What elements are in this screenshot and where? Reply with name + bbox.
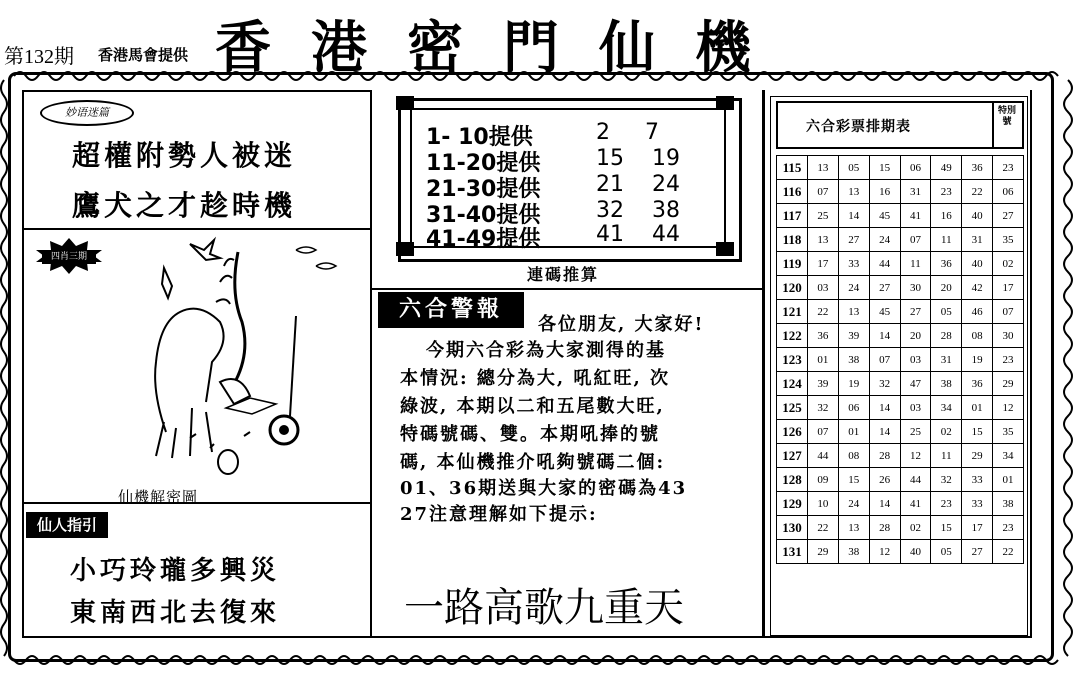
number-cell: 15 <box>962 420 993 444</box>
number-cell: 22 <box>962 180 993 204</box>
special-number-tag: 特別號 <box>997 106 1016 127</box>
issue-number: 第132期 <box>4 46 74 68</box>
number-cell: 47 <box>900 372 931 396</box>
special-number-cell: 23 <box>993 516 1024 540</box>
body-line: 27注意理解如下提示: <box>400 504 598 525</box>
table-row <box>777 492 1024 516</box>
number-cell: 27 <box>962 540 993 564</box>
motto: 一路高歌九重天 <box>404 585 684 631</box>
period-cell: 118 <box>777 228 808 252</box>
badge-text: 四肖三期 <box>42 250 96 264</box>
left-inner-border <box>22 90 24 638</box>
number-cell: 29 <box>962 444 993 468</box>
number-cell: 17 <box>962 516 993 540</box>
special-number-cell: 17 <box>993 276 1024 300</box>
number-cell: 29 <box>808 540 839 564</box>
number-cell: 09 <box>808 468 839 492</box>
number-cell: 11 <box>931 228 962 252</box>
period-cell: 131 <box>777 540 808 564</box>
number-cell: 23 <box>931 180 962 204</box>
number-cell: 33 <box>962 468 993 492</box>
special-number-cell: 23 <box>993 348 1024 372</box>
number-cell: 46 <box>962 300 993 324</box>
number-cell: 24 <box>838 276 869 300</box>
number-cell: 38 <box>931 372 962 396</box>
table-row <box>777 228 1024 252</box>
number-cell: 22 <box>808 516 839 540</box>
number-cell: 24 <box>869 228 900 252</box>
number-cell: 28 <box>869 516 900 540</box>
table-row <box>777 468 1024 492</box>
number-cell: 32 <box>931 468 962 492</box>
number-cell: 14 <box>869 324 900 348</box>
number-cell: 13 <box>808 228 839 252</box>
special-number-cell: 01 <box>993 468 1024 492</box>
immortal-guide-label: 仙人指引 <box>26 512 108 538</box>
number-cell: 14 <box>869 492 900 516</box>
number-cell: 41 <box>900 492 931 516</box>
number-cell: 12 <box>869 540 900 564</box>
number-cell: 15 <box>838 468 869 492</box>
number-cell: 42 <box>962 276 993 300</box>
number-cell: 14 <box>838 204 869 228</box>
poem-line-1: 超權附勢人被迷 <box>72 139 297 172</box>
number-cell: 14 <box>869 420 900 444</box>
number-cell: 31 <box>900 180 931 204</box>
immortal-line-1: 小巧玲瓏多興災 <box>70 556 281 586</box>
range-label: 41-49提供 <box>426 227 541 252</box>
table-row <box>777 348 1024 372</box>
number-cell: 27 <box>869 276 900 300</box>
calc-label: 連碼推算 <box>527 265 600 284</box>
draw-history-table <box>776 155 1024 564</box>
special-number-cell: 22 <box>993 540 1024 564</box>
body-line: 特碼號碼、雙。本期吼捧的號 <box>400 424 660 445</box>
range-numbers: 32 38 <box>596 198 680 223</box>
body-line: 碼, 本仙機推介吼夠號碼二個: <box>400 452 666 473</box>
period-cell: 121 <box>777 300 808 324</box>
number-cell: 08 <box>838 444 869 468</box>
range-label: 11-20提供 <box>426 151 541 176</box>
period-cell: 126 <box>777 420 808 444</box>
number-cell: 26 <box>869 468 900 492</box>
immortal-line-2: 東南西北去復來 <box>70 598 281 628</box>
body-line: 今期六合彩為大家測得的基 <box>426 340 666 361</box>
number-cell: 15 <box>869 156 900 180</box>
number-cell: 39 <box>838 324 869 348</box>
number-cell: 11 <box>931 444 962 468</box>
table-row <box>777 396 1024 420</box>
special-number-cell: 29 <box>993 372 1024 396</box>
range-row <box>426 222 680 253</box>
special-number-cell: 02 <box>993 252 1024 276</box>
period-cell: 125 <box>777 396 808 420</box>
number-cell: 19 <box>962 348 993 372</box>
number-cell: 17 <box>808 252 839 276</box>
number-cell: 31 <box>962 228 993 252</box>
period-cell: 117 <box>777 204 808 228</box>
number-cell: 02 <box>900 516 931 540</box>
table-row <box>777 420 1024 444</box>
table-row <box>777 180 1024 204</box>
number-cell: 38 <box>838 348 869 372</box>
number-cell: 28 <box>931 324 962 348</box>
number-cell: 40 <box>900 540 931 564</box>
number-cell: 05 <box>838 156 869 180</box>
number-cell: 33 <box>962 492 993 516</box>
number-cell: 02 <box>931 420 962 444</box>
number-cell: 15 <box>931 516 962 540</box>
table-row <box>777 156 1024 180</box>
number-cell: 33 <box>838 252 869 276</box>
poem-line-2: 鷹犬之才趁時機 <box>72 189 297 222</box>
warning-label: 六合警報 <box>378 292 524 328</box>
column-divider <box>762 90 765 638</box>
number-cell: 06 <box>900 156 931 180</box>
right-inner-border <box>1030 90 1032 638</box>
table-row <box>777 444 1024 468</box>
number-cell: 10 <box>808 492 839 516</box>
number-cell: 14 <box>869 396 900 420</box>
number-cell: 03 <box>900 348 931 372</box>
period-cell: 115 <box>777 156 808 180</box>
number-cell: 31 <box>931 348 962 372</box>
image-caption: 仙機解密圖 <box>118 488 199 506</box>
bottom-inner-border <box>22 636 1032 638</box>
number-cell: 03 <box>808 276 839 300</box>
number-cell: 20 <box>900 324 931 348</box>
special-number-cell: 35 <box>993 228 1024 252</box>
number-cell: 32 <box>808 396 839 420</box>
number-cell: 23 <box>931 492 962 516</box>
table-row <box>777 252 1024 276</box>
table-row <box>777 540 1024 564</box>
number-cell: 05 <box>931 540 962 564</box>
number-cell: 25 <box>808 204 839 228</box>
special-number-cell: 35 <box>993 420 1024 444</box>
number-cell: 12 <box>900 444 931 468</box>
period-cell: 128 <box>777 468 808 492</box>
number-cell: 36 <box>931 252 962 276</box>
page-title: 香港密門仙機 <box>215 16 791 81</box>
provider-label: 香港馬會提供 <box>98 46 189 64</box>
range-numbers: 21 24 <box>596 172 680 197</box>
table-row <box>777 300 1024 324</box>
number-cell: 07 <box>869 348 900 372</box>
corner-ornament-icon <box>716 96 734 110</box>
number-cell: 19 <box>838 372 869 396</box>
period-cell: 119 <box>777 252 808 276</box>
number-cell: 49 <box>931 156 962 180</box>
section-divider <box>372 288 762 290</box>
number-cell: 45 <box>869 300 900 324</box>
number-cell: 01 <box>808 348 839 372</box>
number-cell: 25 <box>900 420 931 444</box>
number-cell: 22 <box>808 300 839 324</box>
section-divider <box>22 228 372 230</box>
range-numbers: 2 7 <box>596 120 659 145</box>
range-numbers: 41 44 <box>596 222 680 247</box>
number-cell: 07 <box>900 228 931 252</box>
number-cell: 40 <box>962 252 993 276</box>
number-cell: 07 <box>808 420 839 444</box>
period-cell: 120 <box>777 276 808 300</box>
number-cell: 36 <box>962 372 993 396</box>
table-title: 六合彩票排期表 <box>806 119 911 135</box>
number-cell: 24 <box>838 492 869 516</box>
number-cell: 13 <box>838 300 869 324</box>
range-numbers: 15 19 <box>596 146 680 171</box>
number-cell: 11 <box>900 252 931 276</box>
column-divider <box>370 90 372 638</box>
number-cell: 16 <box>869 180 900 204</box>
special-number-cell: 12 <box>993 396 1024 420</box>
number-cell: 20 <box>931 276 962 300</box>
number-cell: 39 <box>808 372 839 396</box>
period-cell: 124 <box>777 372 808 396</box>
special-number-cell: 30 <box>993 324 1024 348</box>
body-line: 01、36期送與大家的密碼為43 <box>400 478 688 499</box>
number-cell: 01 <box>962 396 993 420</box>
special-number-cell: 38 <box>993 492 1024 516</box>
number-cell: 05 <box>931 300 962 324</box>
top-inner-border <box>22 90 372 92</box>
number-cell: 13 <box>838 516 869 540</box>
poem-tag: 妙语迷篇 <box>40 100 134 126</box>
special-number-cell: 07 <box>993 300 1024 324</box>
body-line: 本情況: 總分為大, 吼紅旺, 次 <box>400 368 670 389</box>
number-cell: 41 <box>900 204 931 228</box>
number-cell: 06 <box>838 396 869 420</box>
number-cell: 44 <box>900 468 931 492</box>
number-cell: 44 <box>869 252 900 276</box>
number-cell: 32 <box>869 372 900 396</box>
number-cell: 01 <box>838 420 869 444</box>
special-number-cell: 34 <box>993 444 1024 468</box>
range-label: 1- 10提供 <box>426 125 533 150</box>
number-cell: 27 <box>900 300 931 324</box>
period-cell: 123 <box>777 348 808 372</box>
number-cell: 16 <box>931 204 962 228</box>
period-cell: 122 <box>777 324 808 348</box>
corner-ornament-icon <box>396 96 414 110</box>
number-cell: 27 <box>838 228 869 252</box>
table-row <box>777 516 1024 540</box>
table-row <box>777 372 1024 396</box>
range-label: 21-30提供 <box>426 177 541 202</box>
number-cell: 13 <box>808 156 839 180</box>
number-cell: 36 <box>962 156 993 180</box>
riddle-illustration <box>120 232 360 482</box>
number-cell: 45 <box>869 204 900 228</box>
number-cell: 30 <box>900 276 931 300</box>
table-row <box>777 276 1024 300</box>
number-cell: 34 <box>931 396 962 420</box>
number-cell: 07 <box>808 180 839 204</box>
corner-ornament-icon <box>396 242 414 256</box>
number-cell: 13 <box>838 180 869 204</box>
table-row <box>777 324 1024 348</box>
number-cell: 03 <box>900 396 931 420</box>
number-cell: 38 <box>838 540 869 564</box>
period-cell: 129 <box>777 492 808 516</box>
number-cell: 36 <box>808 324 839 348</box>
range-label: 31-40提供 <box>426 203 541 228</box>
special-number-cell: 06 <box>993 180 1024 204</box>
period-cell: 127 <box>777 444 808 468</box>
number-cell: 08 <box>962 324 993 348</box>
special-number-cell: 23 <box>993 156 1024 180</box>
table-row <box>777 204 1024 228</box>
number-cell: 44 <box>808 444 839 468</box>
number-cell: 28 <box>869 444 900 468</box>
special-number-cell: 27 <box>993 204 1024 228</box>
period-cell: 130 <box>777 516 808 540</box>
number-cell: 40 <box>962 204 993 228</box>
greeting: 各位朋友, 大家好! <box>538 314 705 335</box>
body-line: 綠波, 本期以二和五尾數大旺, <box>400 396 665 417</box>
period-cell: 116 <box>777 180 808 204</box>
draw-history-body <box>777 156 1024 564</box>
